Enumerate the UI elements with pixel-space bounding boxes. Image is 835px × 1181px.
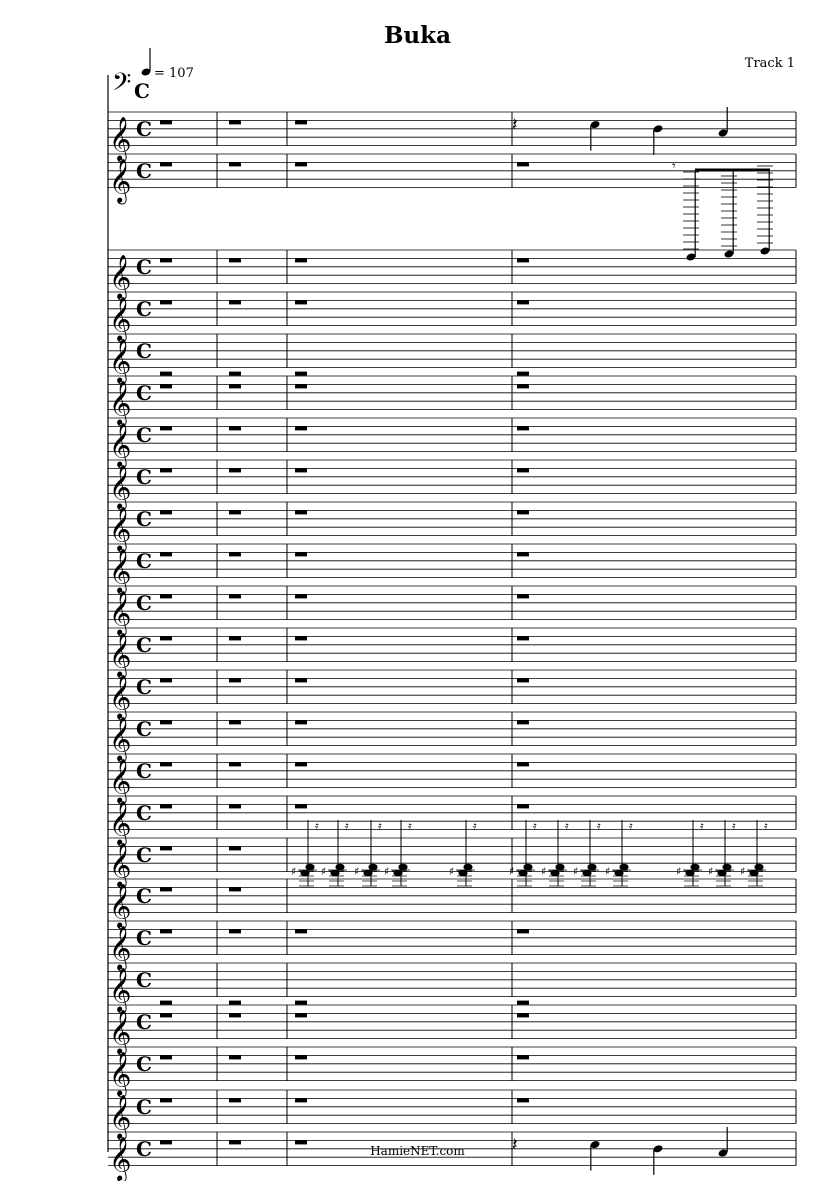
time-signature: C: [136, 884, 152, 908]
time-signature: C: [136, 675, 152, 699]
treble-clef-icon: 𝄞: [109, 254, 132, 299]
score-title: Buka: [383, 22, 451, 49]
staff: [108, 544, 796, 595]
time-signature: C: [136, 117, 152, 141]
treble-clef-icon: 𝄞: [109, 1136, 132, 1181]
chord-note: [555, 864, 564, 871]
whole-rest: [517, 552, 529, 556]
whole-rest: [295, 1055, 307, 1059]
staff: [108, 376, 796, 427]
whole-rest: [229, 720, 241, 724]
staff: [108, 864, 796, 930]
whole-rest: [229, 594, 241, 598]
time-signature: C: [136, 843, 152, 867]
treble-clef-icon: 𝄞: [109, 296, 132, 341]
sharp-accidental: ♯: [354, 865, 360, 878]
chord-note: [368, 864, 377, 871]
staff: [108, 586, 796, 637]
whole-rest: [517, 929, 529, 933]
whole-rest: [517, 720, 529, 724]
chord-note: [398, 864, 407, 871]
whole-rest: [229, 510, 241, 514]
chord-note: [722, 864, 731, 871]
treble-clef-icon: 𝄞: [109, 925, 132, 970]
treble-clef-icon: 𝄞: [109, 632, 132, 677]
staff: [108, 1090, 796, 1141]
staff: [108, 418, 796, 469]
whole-rest: [229, 1055, 241, 1059]
treble-clef-icon: 𝄞: [109, 967, 132, 1012]
whole-rest: [517, 678, 529, 682]
treble-clef-icon: 𝄞: [109, 1051, 132, 1096]
whole-rest: [160, 720, 172, 724]
whole-rest: [517, 762, 529, 766]
whole-rest: [517, 1013, 529, 1017]
chord-note: [717, 870, 726, 877]
sixteenth-rest: 𝄿: [629, 819, 633, 833]
whole-rest: [229, 887, 241, 891]
staff: [108, 921, 796, 972]
chord-note: [690, 864, 699, 871]
sharp-accidental: ♯: [676, 865, 682, 878]
sixteenth-rest: 𝄿: [700, 819, 704, 833]
time-signature: C: [136, 633, 152, 657]
chord-note: [587, 864, 596, 871]
whole-rest: [229, 372, 241, 376]
whole-rest: [160, 258, 172, 262]
whole-rest: [229, 636, 241, 640]
whole-rest: [517, 594, 529, 598]
treble-clef-icon: 𝄞: [109, 338, 132, 383]
whole-rest: [229, 384, 241, 388]
whole-rest: [295, 384, 307, 388]
staff: [108, 1005, 796, 1056]
staff: [108, 670, 796, 721]
sharp-accidental: ♯: [291, 865, 297, 878]
treble-clef-icon: 𝄞: [109, 1094, 132, 1139]
sharp-accidental: ♯: [605, 865, 611, 878]
treble-clef-icon: 𝄞: [109, 716, 132, 761]
sharp-accidental: ♯: [573, 865, 579, 878]
whole-rest: [517, 372, 529, 376]
sharp-accidental: ♯: [509, 865, 515, 878]
chord-note: [330, 870, 339, 877]
whole-rest: [160, 468, 172, 472]
whole-rest: [229, 804, 241, 808]
quarter-rest: 𝄽: [512, 114, 518, 136]
whole-rest: [517, 426, 529, 430]
whole-rest: [517, 258, 529, 262]
chord-note: [305, 864, 314, 871]
whole-rest: [295, 594, 307, 598]
whole-rest: [295, 1001, 307, 1005]
time-signature: C: [136, 255, 152, 279]
whole-rest: [229, 258, 241, 262]
treble-clef-icon: 𝄞: [109, 548, 132, 593]
treble-clef-icon: 𝄞: [109, 380, 132, 425]
treble-clef-icon: 𝄞: [109, 883, 132, 928]
sharp-accidental: ♯: [740, 865, 746, 878]
whole-rest: [229, 162, 241, 166]
chord-note: [458, 870, 467, 877]
chord-note: [619, 864, 628, 871]
whole-rest: [517, 1001, 529, 1005]
sixteenth-rest: 𝄿: [597, 819, 601, 833]
chord-note: [749, 870, 758, 877]
time-signature: C: [136, 339, 152, 363]
time-signature: C: [136, 926, 152, 950]
whole-rest: [517, 510, 529, 514]
whole-rest: [517, 1055, 529, 1059]
whole-rest: [295, 1098, 307, 1102]
chord-note: [523, 864, 532, 871]
whole-rest: [295, 678, 307, 682]
chord-note: [582, 870, 591, 877]
treble-clef-icon: 𝄞: [109, 158, 132, 203]
time-signature: C: [136, 465, 152, 489]
staff: [108, 754, 796, 805]
whole-rest: [160, 1013, 172, 1017]
whole-rest: [229, 300, 241, 304]
treble-clef-icon: 𝄞: [109, 758, 132, 803]
whole-rest: [295, 929, 307, 933]
sharp-accidental: ♯: [321, 865, 327, 878]
eighth-rest: 𝄾: [672, 158, 676, 175]
treble-clef-icon: 𝄞: [109, 800, 132, 845]
sixteenth-rest: 𝄿: [408, 819, 412, 833]
whole-rest: [229, 1098, 241, 1102]
whole-rest: [229, 1013, 241, 1017]
treble-clef-icon: 𝄞: [109, 842, 132, 887]
whole-rest: [295, 552, 307, 556]
sharp-accidental: ♯: [449, 865, 455, 878]
whole-rest: [295, 510, 307, 514]
time-signature: C: [136, 1137, 152, 1161]
chord-note: [518, 870, 527, 877]
whole-rest: [160, 120, 172, 124]
bass-clef-icon: 𝄢: [112, 68, 132, 103]
whole-rest: [160, 1055, 172, 1059]
chord-note: [754, 864, 763, 871]
quarter-rest: 𝄽: [512, 1134, 518, 1156]
whole-rest: [295, 300, 307, 304]
whole-rest: [517, 384, 529, 388]
treble-clef-icon: 𝄞: [109, 674, 132, 719]
chord-note: [363, 870, 372, 877]
sixteenth-rest: 𝄿: [345, 819, 349, 833]
treble-clef-icon: 𝄞: [109, 116, 132, 161]
whole-rest: [160, 552, 172, 556]
whole-rest: [295, 372, 307, 376]
whole-rest: [295, 162, 307, 166]
whole-rest: [160, 372, 172, 376]
time-signature: C: [136, 297, 152, 321]
whole-rest: [160, 762, 172, 766]
whole-rest: [517, 804, 529, 808]
whole-rest: [229, 678, 241, 682]
time-signature: C: [136, 759, 152, 783]
staff: [108, 712, 796, 763]
whole-rest: [229, 1001, 241, 1005]
whole-rest: [517, 1098, 529, 1102]
whole-rest: [517, 300, 529, 304]
sixteenth-rest: 𝄿: [378, 819, 382, 833]
whole-rest: [160, 804, 172, 808]
sharp-accidental: ♯: [708, 865, 714, 878]
whole-rest: [295, 426, 307, 430]
track-label: Track 1: [744, 56, 795, 71]
staff: [108, 502, 796, 553]
time-signature: C: [136, 968, 152, 992]
whole-rest: [517, 468, 529, 472]
treble-clef-icon: 𝄞: [109, 590, 132, 635]
staff: [108, 292, 796, 343]
whole-rest: [160, 594, 172, 598]
whole-rest: [295, 636, 307, 640]
time-signature: C: [136, 507, 152, 531]
staff: [108, 334, 796, 385]
whole-rest: [229, 426, 241, 430]
whole-rest: [229, 468, 241, 472]
time-signature: C: [134, 79, 150, 103]
whole-rest: [295, 804, 307, 808]
sixteenth-rest: 𝄿: [764, 819, 768, 833]
whole-rest: [160, 384, 172, 388]
staff: [108, 154, 796, 262]
whole-rest: [160, 1098, 172, 1102]
sixteenth-rest: 𝄿: [473, 819, 477, 833]
time-signature: C: [136, 1052, 152, 1076]
whole-rest: [295, 120, 307, 124]
treble-clef-icon: 𝄞: [109, 422, 132, 467]
chord-note: [685, 870, 694, 877]
time-signature: C: [136, 381, 152, 405]
treble-clef-icon: 𝄞: [109, 1009, 132, 1054]
staff: [108, 628, 796, 679]
chord-note: [300, 870, 309, 877]
chord-note: [335, 864, 344, 871]
time-signature: C: [136, 801, 152, 825]
whole-rest: [295, 468, 307, 472]
whole-rest: [229, 762, 241, 766]
time-signature: C: [136, 159, 152, 183]
sharp-accidental: ♯: [384, 865, 390, 878]
whole-rest: [160, 887, 172, 891]
time-signature: C: [136, 591, 152, 615]
chord-note: [550, 870, 559, 877]
time-signature: C: [136, 1010, 152, 1034]
whole-rest: [160, 1001, 172, 1005]
time-signature: C: [136, 423, 152, 447]
whole-rest: [160, 678, 172, 682]
whole-rest: [295, 762, 307, 766]
chord-note: [393, 870, 402, 877]
footer-credit: HamieNET.com: [370, 1144, 465, 1158]
sixteenth-rest: 𝄿: [732, 819, 736, 833]
sharp-accidental: ♯: [541, 865, 547, 878]
whole-rest: [160, 846, 172, 850]
treble-clef-icon: 𝄞: [109, 506, 132, 551]
whole-rest: [229, 929, 241, 933]
whole-rest: [229, 120, 241, 124]
whole-rest: [160, 300, 172, 304]
whole-rest: [229, 552, 241, 556]
whole-rest: [229, 846, 241, 850]
chord-note: [463, 864, 472, 871]
whole-rest: [160, 426, 172, 430]
treble-clef-icon: 𝄞: [109, 464, 132, 509]
whole-rest: [295, 258, 307, 262]
tempo-text: = 107: [154, 66, 194, 81]
time-signature: C: [136, 717, 152, 741]
sixteenth-rest: 𝄿: [533, 819, 537, 833]
tempo-mark: [141, 48, 194, 81]
whole-rest: [295, 1013, 307, 1017]
time-signature: C: [136, 549, 152, 573]
half-rest: [517, 162, 529, 166]
whole-rest: [160, 162, 172, 166]
chord-note: [614, 870, 623, 877]
whole-rest: [160, 636, 172, 640]
time-signature: C: [136, 1095, 152, 1119]
staff: [108, 460, 796, 511]
sixteenth-rest: 𝄿: [315, 819, 319, 833]
sixteenth-rest: 𝄿: [565, 819, 569, 833]
whole-rest: [160, 510, 172, 514]
staff: [108, 963, 796, 1014]
whole-rest: [517, 636, 529, 640]
whole-rest: [160, 929, 172, 933]
whole-rest: [295, 720, 307, 724]
